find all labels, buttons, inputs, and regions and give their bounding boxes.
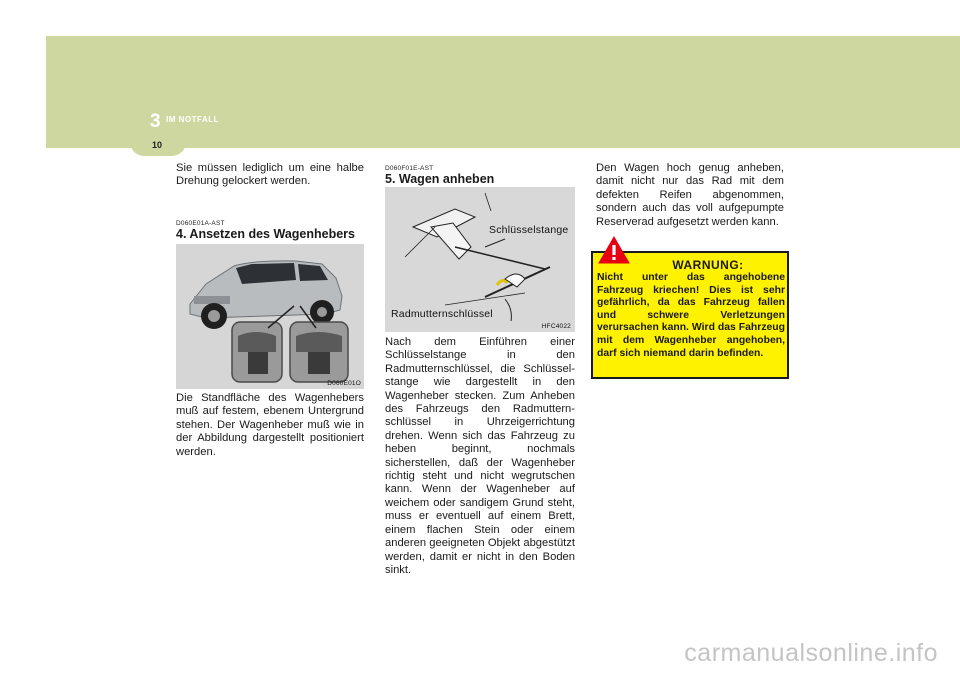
jack-position-figure [176,244,364,389]
chapter-title: IM NOTFALL [166,115,219,124]
suv-illustration [176,244,364,389]
page-number: 10 [152,140,163,150]
section-heading: 4. Ansetzen des Wagenhebers [176,227,355,241]
lift-height-paragraph: Den Wagen hoch genug anheben, damit nicht nur das Rad mit dem defekten Reifen abgenommen, sondern auch das voll aufgepumpte Reserverad aufgesetzt werden kann. [596,162,784,228]
label-radmutternschluessel: Radmutternschlüssel [391,308,493,320]
chapter-number: 3 [150,111,161,132]
watermark: carmanualsonline.info [684,639,938,667]
section-heading: 5. Wagen anheben [385,172,495,186]
warning-triangle-icon [598,236,630,264]
jack-paragraph: Die Standfläche des Wagenhebers muß auf festem, ebenem Untergrund stehen. Der Wagenheber muß wie in der Abbildung dargestellt positioniert werden. [176,392,364,458]
lifting-figure [385,187,575,332]
intro-paragraph: Sie müssen lediglich um eine halbe Drehung gelockert werden. [176,162,364,188]
figure-code: HFC4022 [541,323,571,330]
warning-title: WARNUNG: [672,258,744,272]
lifting-paragraph: Nach dem Einführen einer Schlüsselstange in den Radmutternschlüssel, die Schlüssel-stange wie dargestellt in den Wagenheber stecken. Zum Anheben des Fahrzeugs den Radmuttern-schlüssel in Uhrzeigerrichtung drehen. Wenn sich das Fahrzeug zu heben beginnt, nochmals sicherstellen, daß der Wagenheber richtig steht und nicht wegrutschen kann. Wenn der Wagenheber auf weichem oder sandigem Grund steht, muss er eventuell auf einem Brett, einem flachen Stein oder einem anderen geeigneten Objekt abgestützt werden, damit er nicht in den Boden sinkt. [385,336,575,576]
warning-text: Nicht unter das angehobene Fahrzeug kriechen! Dies ist sehr gefährlich, da das Fahrzeug fallen und schwere Verletzungen verursachen kann. Wird das Fahrzeug mit dem Wagenheber angehoben, darf sich niemand darin befinden. [597,272,785,359]
figure-code: D060E01O [327,380,361,387]
section-code: D060E01A-AST [176,220,225,227]
header-band [46,36,960,148]
section-code: D060F01E-AST [385,165,434,172]
label-schluesselstange: Schlüsselstange [489,224,569,236]
warning-box [591,251,789,379]
